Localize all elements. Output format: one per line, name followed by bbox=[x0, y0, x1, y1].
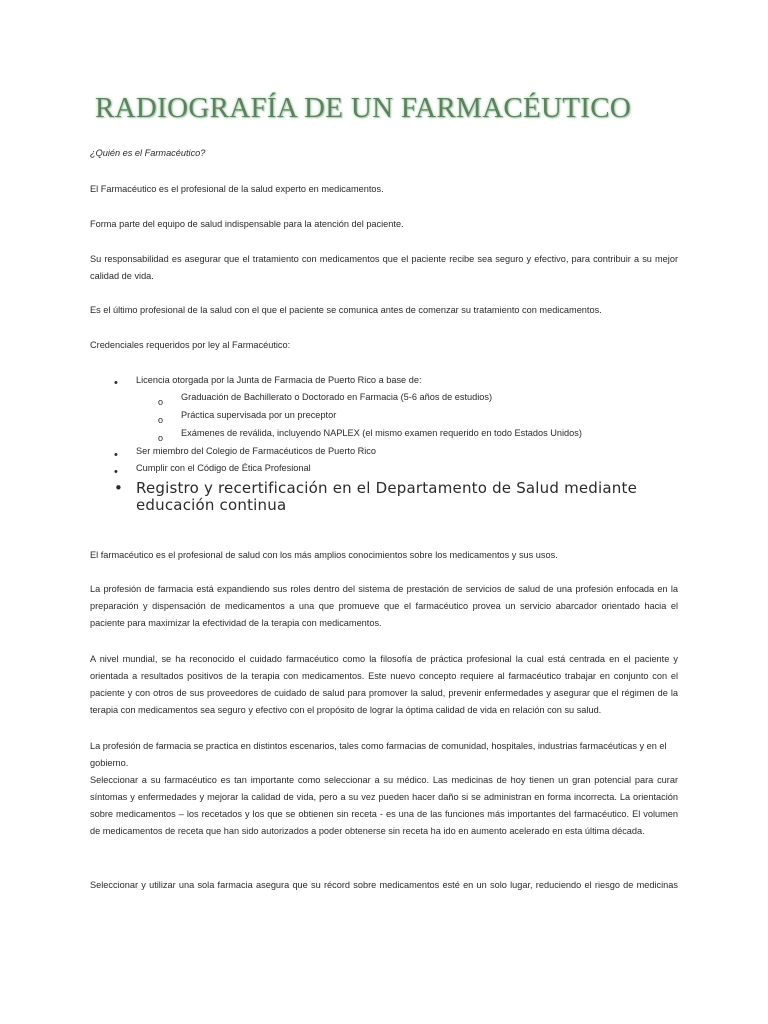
intro-question: ¿Quién es el Farmacéutico? bbox=[90, 148, 206, 158]
bullet-icon: • bbox=[114, 449, 118, 461]
sub-list-item-text: Exámenes de reválida, incluyendo NAPLEX (el mismo examen requerido en todo Estados Unidos) bbox=[181, 428, 582, 438]
bullet-icon: • bbox=[114, 377, 118, 389]
paragraph: Su responsabilidad es asegurar que el tratamiento con medicamentos que el paciente recibe sea seguro y efectivo, para contribuir a su mejor calidad de vida. bbox=[90, 254, 678, 281]
list-item-text: Ser miembro del Colegio de Farmacéuticos de Puerto Rico bbox=[136, 446, 377, 456]
list-item-text: Registro y recertificación en el Departamento de Salud mediante educación continua bbox=[136, 479, 638, 514]
list-item-text: Licencia otorgada por la Junta de Farmacia de Puerto Rico a base de: bbox=[136, 375, 422, 385]
paragraph: La profesión de farmacia se practica en distintos escenarios, tales como farmacias de comunidad, hospitales, industrias farmacéuticas y en el gobierno. bbox=[90, 741, 667, 768]
list-item-text: Cumplir con el Código de Ética Profesional bbox=[136, 463, 311, 473]
circle-bullet-icon: o bbox=[158, 415, 164, 425]
paragraph: Seleccionar y utilizar una sola farmacia asegura que su récord sobre medicamentos esté en un solo lugar, reduciendo el riesgo de medicinas bbox=[90, 880, 678, 890]
circle-bullet-icon: o bbox=[158, 433, 164, 443]
paragraph: Forma parte del equipo de salud indispensable para la atención del paciente. bbox=[90, 219, 404, 229]
paragraph: Credenciales requeridos por ley al Farmacéutico: bbox=[90, 340, 291, 350]
paragraph: La profesión de farmacia está expandiendo sus roles dentro del sistema de prestación de servicios de salud de una profesión enfocada en la preparación y dispensación de medicamentos a una que promueve que el farmacéutico provea un servicio abarcador orientado hacia el paciente para maximizar la efectividad de la terapia con medicamentos. bbox=[90, 584, 678, 628]
sub-list-item-text: Graduación de Bachillerato o Doctorado en Farmacia (5-6 años de estudios) bbox=[181, 392, 493, 402]
paragraph: Seleccionar a su farmacéutico es tan importante como seleccionar a su médico. Las medicinas de hoy tienen un gran potencial para curar síntomas y enfermedades y mejorar la calidad de vida, pero a su vez pueden hacer daño si se administran en forma incorrecta. La orientación sobre medicamentos – los recetados y los que se obtienen sin receta - es una de las funciones más importantes del farmacéutico. El volumen de medicamentos de receta que han sido autorizados a poder obtenerse sin receta ha ido en aumento acelerado en esta última década. bbox=[90, 775, 678, 836]
sub-list-item-text: Práctica supervisada por un preceptor bbox=[181, 410, 337, 420]
paragraph: A nivel mundial, se ha reconocido el cuidado farmacéutico como la filosofía de práctica profesional la cual está centrada en el paciente y orientada a resultados positivos de la terapia con medicamentos. Este nuevo concepto requiere al farmacéutico trabajar en conjunto con el paciente y con otros de sus proveedores de cuidado de salud para promover la salud, prevenir enfermedades y asegurar que el régimen de la terapia con medicamentos sea seguro y efectivo con el propósito de lograr la óptima calidad de vida en relación con su salud. bbox=[90, 654, 678, 715]
bullet-icon: • bbox=[114, 466, 118, 478]
page-title: RADIOGRAFÍA DE UN FARMACÉUTICO bbox=[95, 92, 632, 124]
bullet-icon: • bbox=[114, 479, 123, 497]
paragraph: Es el último profesional de la salud con el que el paciente se comunica antes de comenzar su tratamiento con medicamentos. bbox=[90, 305, 602, 315]
circle-bullet-icon: o bbox=[158, 397, 164, 407]
paragraph: El farmacéutico es el profesional de salud con los más amplios conocimientos sobre los medicamentos y sus usos. bbox=[90, 550, 558, 560]
paragraph: El Farmacéutico es el profesional de la salud experto en medicamentos. bbox=[90, 184, 384, 194]
